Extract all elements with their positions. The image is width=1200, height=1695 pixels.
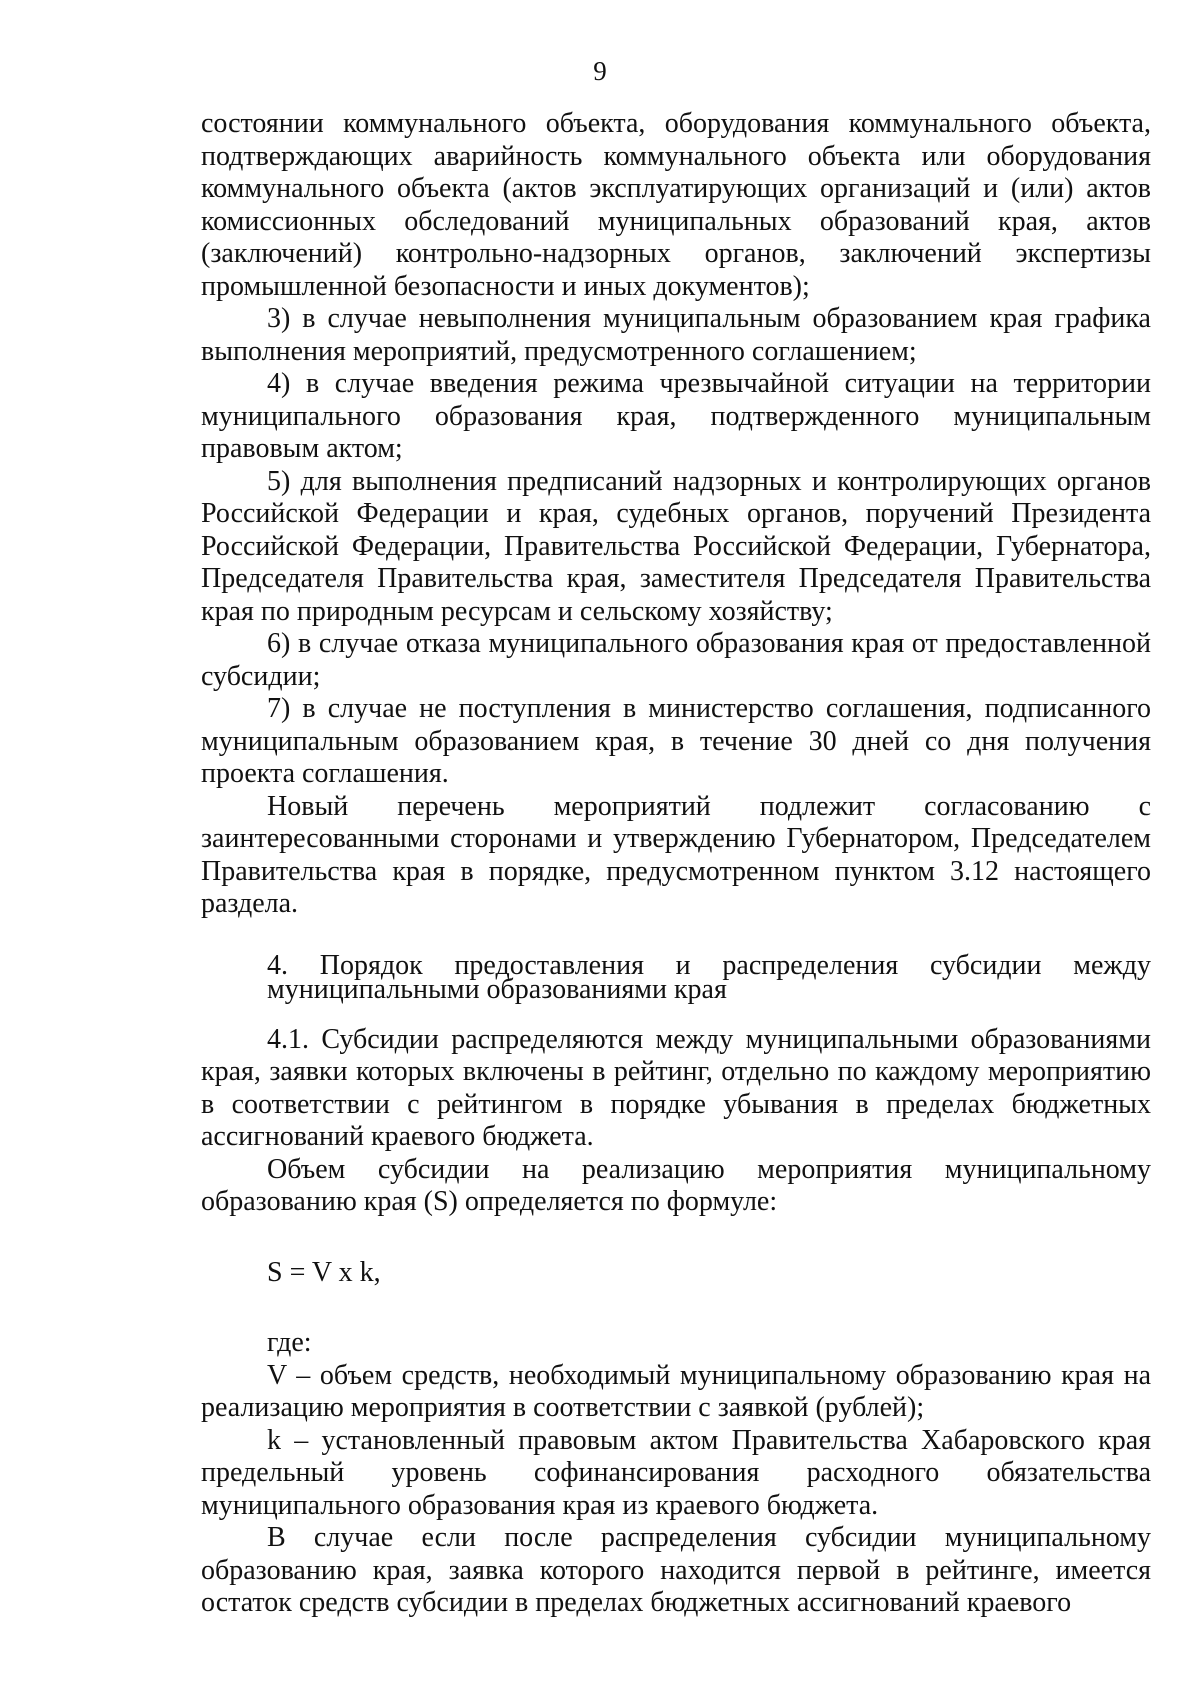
paragraph-continuation: состоянии коммунального объекта, оборудования коммунального объекта, подтверждающих аварийность коммунального объекта или оборудования коммунального объекта (актов эксплуатирующих организаций и (или) актов комиссионных обследований муниципальных образований края, актов (заключений) контрольно-надзорных органов, заключений экспертизы промышленной безопасности и иных документов); xyxy=(201,108,1151,302)
paragraph-4-1: 4.1. Субсидии распределяются между муниципальными образованиями края, заявки которых включены в рейтинг, отдельно по каждому мероприятию в соответствии с рейтингом в порядке убывания в пределах бюджетных ассигнований краевого бюджета. xyxy=(201,1023,1151,1152)
paragraph-subsidy-volume: Объем субсидии на реализацию мероприятия муниципальному образованию края (S) определяется по формуле: xyxy=(201,1153,1151,1217)
formula: S = V x k, xyxy=(267,1256,381,1288)
where-label: где: xyxy=(267,1327,312,1358)
paragraph-item-7: 7) в случае не поступления в министерство соглашения, подписанного муниципальным образованием края, в течение 30 дней со дня получения проекта соглашения. xyxy=(201,693,1151,789)
definition-k: k – установленный правовым актом Правительства Хабаровского края предельный уровень софинансирования расходного обязательства муниципального образования края из краевого бюджета. xyxy=(201,1424,1151,1521)
paragraph-new-list: Новый перечень мероприятий подлежит согласованию с заинтересованными сторонами и утверждению Губернатором, Председателем Правительства края в порядке, предусмотренном пунктом 3.12 настоящего раздела. xyxy=(201,790,1151,919)
section-heading-4: 4. Порядок предоставления и распределения субсидии между муниципальными образованиями края xyxy=(267,949,1151,1005)
paragraph-remainder: В случае если после распределения субсидии муниципальному образованию края, заявка которого находится первой в рейтинге, имеется остаток средств субсидии в пределах бюджетных ассигнований краевого xyxy=(201,1522,1151,1618)
document-body xyxy=(201,108,1151,1620)
definition-v: V – объем средств, необходимый муниципальному образованию края на реализацию мероприятия в соответствии с заявкой (рублей); xyxy=(201,1359,1151,1423)
paragraph-item-5: 5) для выполнения предписаний надзорных и контролирующих органов Российской Федерации и края, судебных органов, поручений Президента Российской Федерации, Правительства Российской Федерации, Губернатора, Председателя Правительства края, заместителя Председателя Правительства края по природным ресурсам и сельскому хозяйству; xyxy=(201,465,1151,627)
page-number: 9 xyxy=(593,56,607,86)
paragraph-item-6: 6) в случае отказа муниципального образования края от предоставленной субсидии; xyxy=(201,628,1151,692)
paragraph-item-3: 3) в случае невыполнения муниципальным образованием края графика выполнения мероприятий, предусмотренного соглашением; xyxy=(201,303,1151,367)
paragraph-item-4: 4) в случае введения режима чрезвычайной ситуации на территории муниципального образования края, подтвержденного муниципальным правовым актом; xyxy=(201,368,1151,464)
